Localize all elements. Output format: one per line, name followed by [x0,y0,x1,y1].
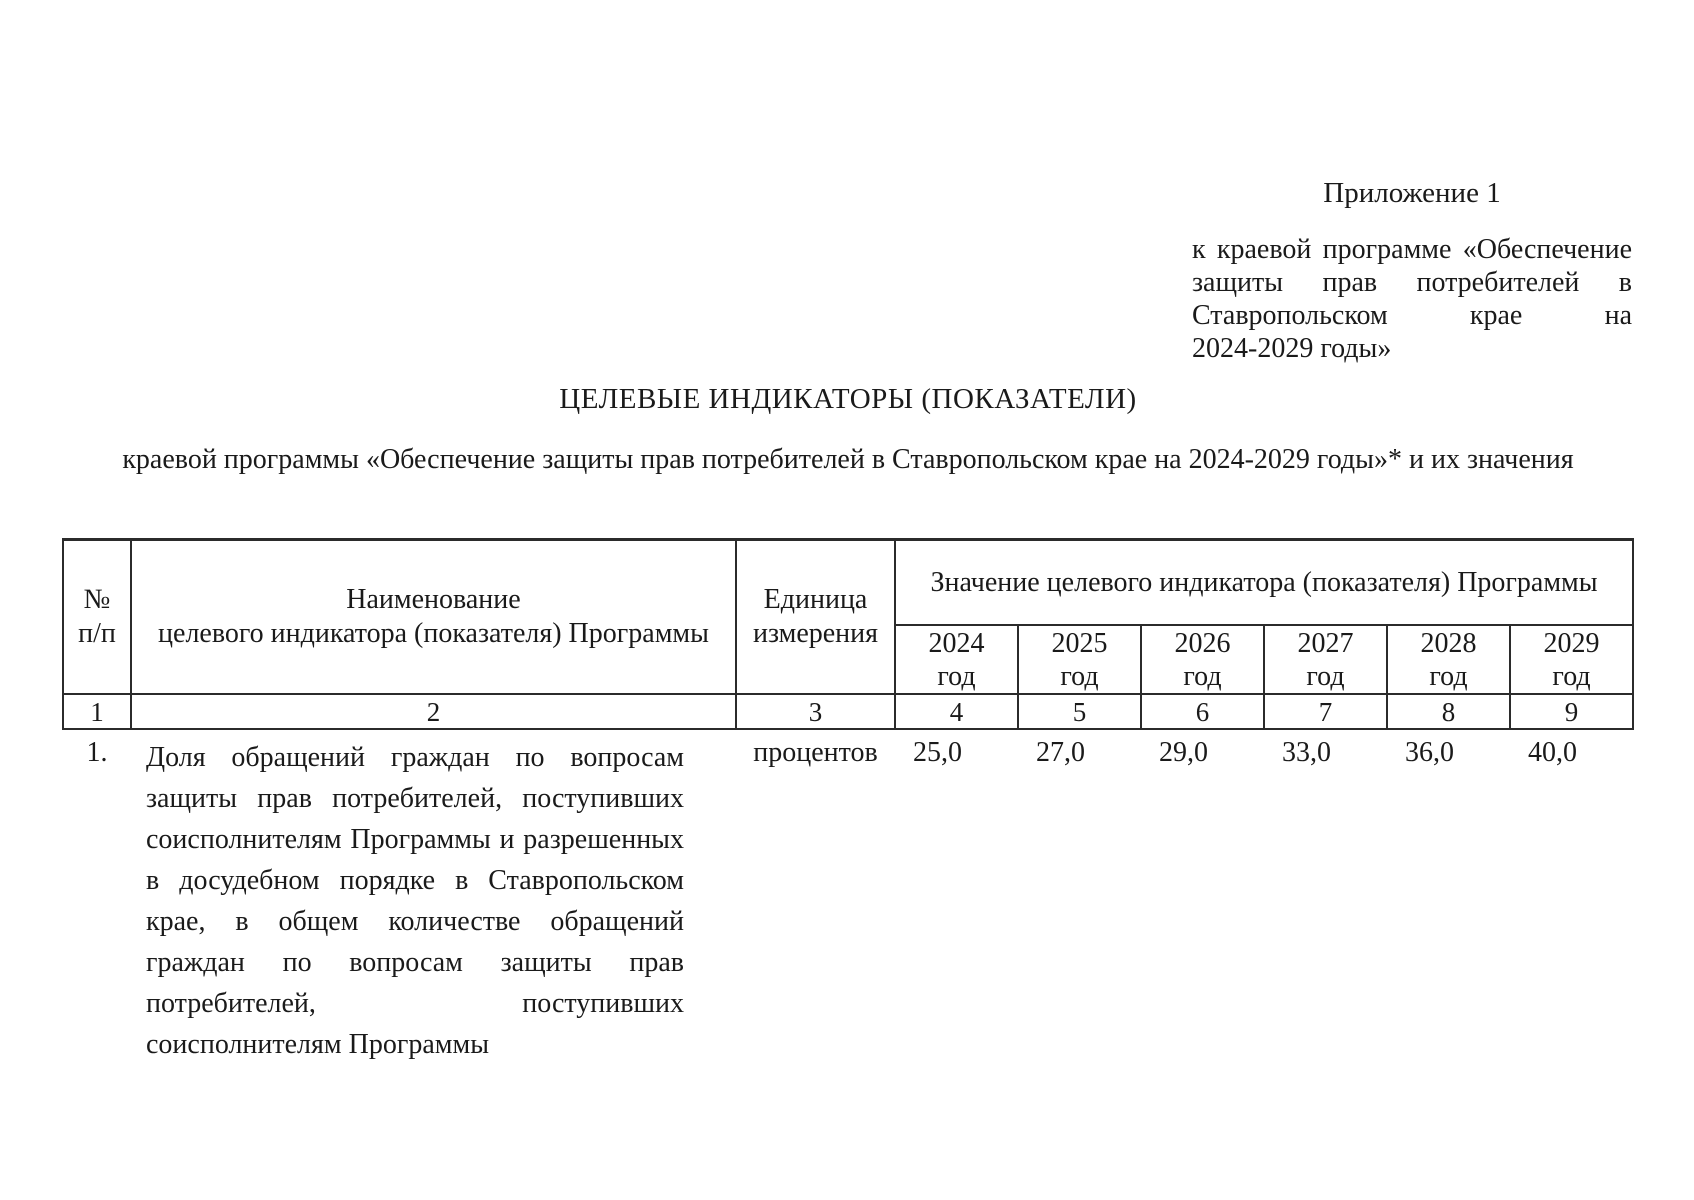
number-column-header [63,540,131,695]
year-header-2025 [1018,625,1141,694]
unit-column-header-line1: Единица [763,584,868,615]
unit-column-header [736,540,895,695]
indicator-name-header-line1: Наименование [346,584,521,615]
appendix-reference [1192,233,1632,365]
document-title: ЦЕЛЕВЫЕ ИНДИКАТОРЫ (ПОКАЗАТЕЛИ) [559,383,1137,415]
column-number-2: 2 [131,694,736,729]
column-number-7: 7 [1264,694,1387,729]
value-cell-2025: 27,0 [1036,737,1085,768]
year-header-2029 [1510,625,1633,694]
indicator-name-header-line2: целевого индикатора (показателя) Программы [158,618,709,649]
value-cell-2027: 33,0 [1282,737,1331,768]
document-subtitle: краевой программы «Обеспечение защиты прав потребителей в Ставропольском крае на 2024-2029 годы»* и их значения [122,444,1574,475]
indicators-table [62,538,1634,1065]
values-group-header: Значение целевого индикатора (показателя) Программы [895,540,1633,626]
column-number-6: 6 [1141,694,1264,729]
year-header-2025-value: 2025 [1051,627,1108,659]
column-number-5: 5 [1018,694,1141,729]
value-cell-2029: 40,0 [1528,737,1578,768]
year-header-2028 [1387,625,1510,694]
row-number-cell: 1. [86,737,108,768]
indicators-table-container [62,538,1634,1065]
year-header-2024 [895,625,1018,694]
appendix-number: Приложение 1 [1323,177,1501,209]
value-cell-2028: 36,0 [1405,737,1454,768]
indicator-name-header [131,540,736,695]
column-number-9: 9 [1510,694,1633,729]
year-header-2024-value: 2024 [928,627,985,659]
year-header-2026 [1141,625,1264,694]
year-header-2028-word: год [1429,660,1468,692]
appendix-reference-line-4: 2024-2029 годы» [1192,333,1392,364]
value-cell-2024: 25,0 [913,737,962,768]
year-header-2029-word: год [1552,660,1591,692]
unit-column-header-line2: измерения [752,618,879,649]
year-header-2025-word: год [1060,660,1099,692]
year-header-2027-word: год [1306,660,1345,692]
year-header-2029-value: 2029 [1543,627,1600,659]
appendix-reference-line-3: Ставропольском крае на [1192,300,1632,331]
value-cell-2026: 29,0 [1159,737,1208,768]
year-header-2026-value: 2026 [1174,627,1231,659]
number-column-header-line1: № [83,584,111,615]
indicator-row-1 [63,729,1633,1065]
year-header-2026-word: год [1183,660,1222,692]
year-header-2027-value: 2027 [1297,627,1354,659]
column-number-4: 4 [895,694,1018,729]
appendix-reference-line-2: защиты прав потребителей в [1192,267,1632,298]
year-header-2028-value: 2028 [1420,627,1477,659]
year-header-2024-word: год [937,660,976,692]
column-number-3: 3 [736,694,895,729]
year-header-2027 [1264,625,1387,694]
indicator-name-cell: Доля обращений граждан по вопросам защиты прав потребителей, поступивших соисполнителям Программы и разрешенных в досудебном порядке в Ставропольском крае, в общем количестве обращений граждан по вопросам защиты прав потребителей, поступивших соисполнителям Программы [146,742,684,1060]
column-number-1: 1 [63,694,131,729]
column-numbers-row [63,694,1633,729]
unit-cell: процентов [753,737,878,768]
number-column-header-line2: п/п [78,618,116,649]
column-number-8: 8 [1387,694,1510,729]
appendix-reference-line-1: к краевой программе «Обеспечение [1192,234,1632,265]
